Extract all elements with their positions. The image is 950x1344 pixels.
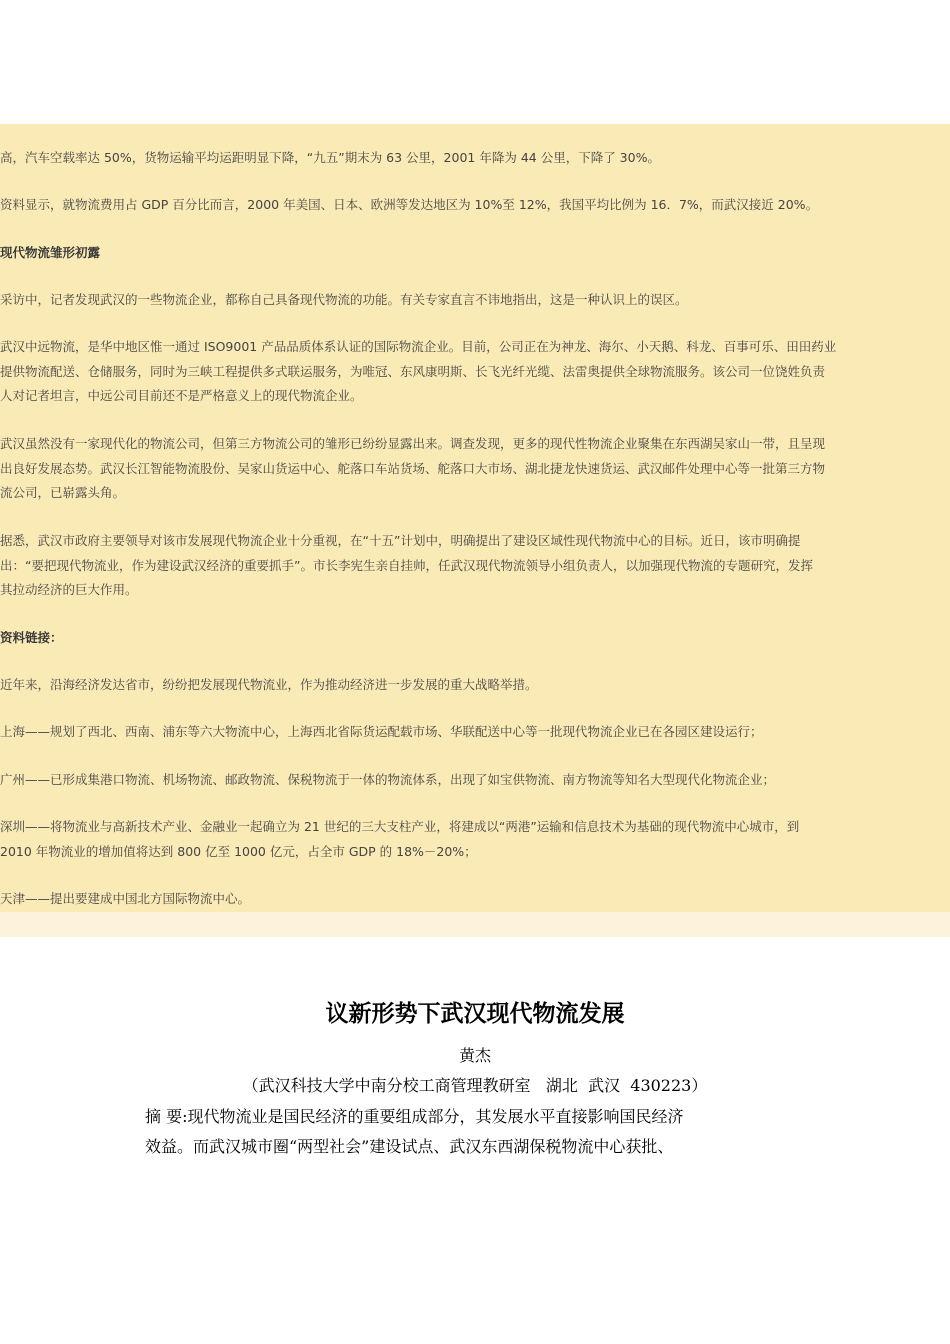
paragraph-line: 广州——已形成集港口物流、机场物流、邮政物流、保税物流于一体的物流体系，出现了如宝供物流、南方物流等知名大型现代化物流企业；: [0, 772, 776, 787]
author-name: 黄杰: [458, 1046, 491, 1065]
paragraph-line: 近年来，沿海经济发达省市，纷纷把发展现代物流业，作为推动经济进一步发展的重大战略举措。: [0, 677, 538, 692]
excerpt-panel-bottom-strip: [0, 912, 950, 937]
paragraph-line: 提供物流配送、仓储服务，同时为三峡工程提供多式联运服务，为唯冠、东风康明斯、长飞光纤光缆、法雷奥提供全球物流服务。该公司一位饶姓负责: [0, 364, 826, 379]
paragraph-line: 上海——规划了西北、西南、浦东等六大物流中心，上海西北省际货运配载市场、华联配送中心等一批现代物流企业已在各园区建设运行；: [0, 724, 763, 739]
article-title: 议新形势下武汉现代物流发展: [325, 1000, 625, 1027]
paragraph-line: 其拉动经济的巨大作用。: [0, 582, 138, 597]
paragraph-line: 资料显示，就物流费用占 GDP 百分比而言，2000 年美国、日本、欧洲等发达地区为 10%至 12%，我国平均比例为 16．7%，而武汉接近 20%。: [0, 197, 819, 212]
paragraph-line: 2010 年物流业的增加值将达到 800 亿至 1000 亿元，占全市 GDP 的 18%－20%；: [0, 844, 477, 859]
paragraph-line: 武汉中远物流，是华中地区惟一通过 ISO9001 产品品质体系认证的国际物流企业。目前，公司正在为神龙、海尔、小天鹅、科龙、百事可乐、田田药业: [0, 339, 837, 354]
paragraph-line: 流公司，已崭露头角。: [0, 485, 126, 500]
paragraph-line: 深圳——将物流业与高新技术产业、金融业一起确立为 21 世纪的三大支柱产业，将建成以“两港”运输和信息技术为基础的现代物流中心城市，到: [0, 819, 800, 834]
author-affiliation: （武汉科技大学中南分校工商管理教研室 湖北 武汉 430223）: [242, 1076, 708, 1095]
section-heading: 现代物流雏形初露: [0, 245, 101, 260]
paragraph-line: 出：“要把现代物流业，作为建设武汉经济的重要抓手”。市长李宪生亲自挂帅，任武汉现代物流领导小组负责人，以加强现代物流的专题研究，发挥: [0, 558, 813, 573]
paragraph-line: 武汉虽然没有一家现代化的物流公司，但第三方物流公司的雏形已纷纷显露出来。调查发现，更多的现代性物流企业聚集在东西湖吴家山一带，且呈现: [0, 436, 826, 451]
paragraph-line: 天津——提出要建成中国北方国际物流中心。: [0, 891, 251, 906]
paragraph-line: 人对记者坦言，中远公司目前还不是严格意义上的现代物流企业。: [0, 388, 363, 403]
section-heading: 资料链接：: [0, 630, 63, 645]
paragraph-line: 据悉，武汉市政府主要领导对该市发展现代物流企业十分重视，在“十五”计划中，明确提出了建设区域性现代物流中心的目标。近日，该市明确提: [0, 533, 801, 548]
paragraph-line: 采访中，记者发现武汉的一些物流企业，都称自己具备现代物流的功能。有关专家直言不讳地指出，这是一种认识上的误区。: [0, 292, 688, 307]
paragraph-line: 出良好发展态势。武汉长江智能物流股份、吴家山货运中心、舵落口车站货场、舵落口大市场、湖北捷龙快速货运、武汉邮件处理中心等一批第三方物: [0, 461, 826, 476]
abstract-line: 效益。而武汉城市圈“两型社会”建设试点、武汉东西湖保税物流中心获批、: [145, 1137, 674, 1156]
abstract-line: 摘 要:现代物流业是国民经济的重要组成部分，其发展水平直接影响国民经济: [145, 1107, 684, 1126]
paragraph-line: 高，汽车空载率达 50%，货物运输平均运距明显下降，“九五”期末为 63 公里，2001 年降为 44 公里，下降了 30%。: [0, 150, 660, 165]
